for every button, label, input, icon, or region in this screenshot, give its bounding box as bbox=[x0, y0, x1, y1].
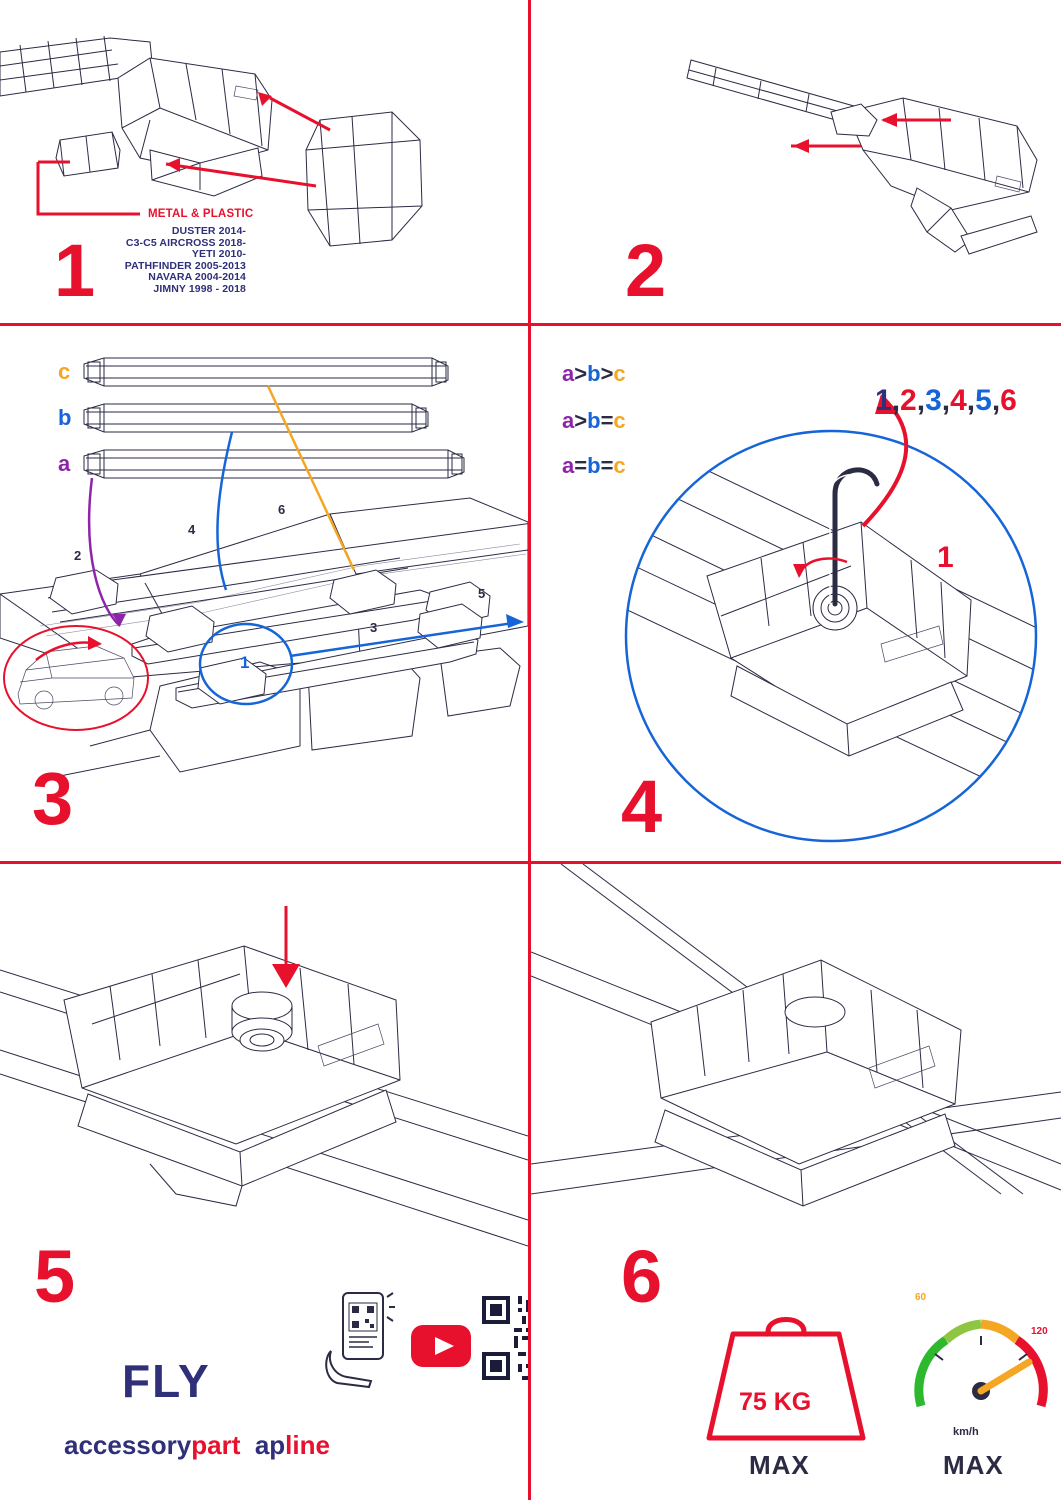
max-speed-icon bbox=[901, 1296, 1061, 1446]
vehicle-list bbox=[0, 226, 246, 295]
gauge-tick-low: 60 bbox=[915, 1292, 927, 1303]
seq-4: 4 bbox=[950, 384, 967, 417]
legend-letter-b: b bbox=[58, 405, 72, 430]
seq-5: 5 bbox=[975, 384, 992, 417]
step-number-4: 4 bbox=[621, 765, 661, 848]
eq2-left: a bbox=[562, 408, 575, 433]
callout-3: 3 bbox=[370, 620, 378, 635]
qr-code bbox=[482, 1296, 528, 1380]
max-speed-label: MAX bbox=[943, 1450, 1004, 1480]
step-3-illustration bbox=[0, 326, 528, 861]
seq-3: 3 bbox=[925, 384, 942, 417]
eq1-op1: > bbox=[574, 361, 588, 386]
panel-step-1 bbox=[0, 0, 528, 323]
seq-1: 1 bbox=[875, 384, 892, 417]
gauge-tick-high: 120 bbox=[1031, 1326, 1048, 1337]
vehicle-item: C3-C5 AIRCROSS 2018- bbox=[125, 236, 246, 249]
step-2-illustration bbox=[531, 0, 1061, 323]
eq2-op2: = bbox=[600, 408, 614, 433]
seq-2: 2 bbox=[900, 384, 917, 417]
eq3-left: a bbox=[562, 453, 575, 478]
eq1-mid: b bbox=[587, 361, 601, 386]
step-number-1: 1 bbox=[54, 229, 94, 312]
eq2-op1: > bbox=[574, 408, 588, 433]
brand-accessory: accessory bbox=[64, 1430, 192, 1460]
seq-6: 6 bbox=[1000, 384, 1017, 417]
vehicle-item: JIMNY 1998 - 2018 bbox=[153, 282, 246, 295]
step-bubble-number: 1 bbox=[937, 541, 954, 574]
panel-step-3 bbox=[0, 326, 528, 861]
eq1-right: c bbox=[613, 361, 626, 386]
youtube-icon[interactable] bbox=[410, 1324, 472, 1368]
eq3-right: c bbox=[613, 453, 626, 478]
brand-ap: ap bbox=[254, 1430, 286, 1460]
panel-step-6 bbox=[531, 864, 1061, 1500]
callout-5: 5 bbox=[478, 586, 486, 601]
eq1-left: a bbox=[562, 361, 575, 386]
vehicle-item: NAVARA 2004-2014 bbox=[148, 271, 246, 283]
eq3-mid: b bbox=[587, 453, 601, 478]
vehicle-item: PATHFINDER 2005-2013 bbox=[124, 259, 246, 272]
eq3-op2: = bbox=[600, 453, 614, 478]
panel-step-2 bbox=[531, 0, 1061, 323]
panel-step-5 bbox=[0, 864, 528, 1500]
metal-plastic-title: METAL & PLASTIC bbox=[148, 208, 254, 220]
step-5-illustration bbox=[0, 864, 528, 1284]
step-6-illustration bbox=[531, 864, 1061, 1264]
step-number-3: 3 bbox=[32, 757, 72, 840]
eq1-op2: > bbox=[600, 361, 614, 386]
eq3-op1: = bbox=[574, 453, 588, 478]
eq2-mid: b bbox=[587, 408, 601, 433]
callout-1: 1 bbox=[240, 653, 250, 672]
brand-title-fly: FLY bbox=[122, 1355, 211, 1407]
step-number-2: 2 bbox=[625, 229, 665, 312]
speed-unit-label: km/h bbox=[953, 1426, 979, 1438]
step-number-5: 5 bbox=[34, 1235, 74, 1318]
brand-part: part bbox=[191, 1430, 241, 1460]
max-weight-icon bbox=[691, 1312, 881, 1442]
phone-qr-scan-icon bbox=[325, 1289, 395, 1389]
max-weight-label: MAX bbox=[749, 1450, 810, 1480]
tightening-sequence: 1,2,3,4,5,6 bbox=[875, 384, 1017, 417]
brand-line: line bbox=[285, 1430, 330, 1460]
callout-4: 4 bbox=[188, 522, 196, 537]
callout-2: 2 bbox=[74, 548, 82, 563]
callout-6: 6 bbox=[278, 502, 286, 517]
vehicle-item: YETI 2010- bbox=[191, 248, 246, 260]
panel-step-4 bbox=[531, 326, 1061, 861]
max-weight-value: 75 KG bbox=[739, 1388, 812, 1416]
vehicle-item: DUSTER 2014- bbox=[171, 225, 246, 237]
legend-letter-a: a bbox=[58, 451, 71, 476]
legend-letter-c: c bbox=[58, 359, 71, 384]
step-number-6: 6 bbox=[621, 1235, 661, 1318]
eq2-right: c bbox=[613, 408, 626, 433]
brand-subtitle bbox=[64, 1430, 330, 1461]
